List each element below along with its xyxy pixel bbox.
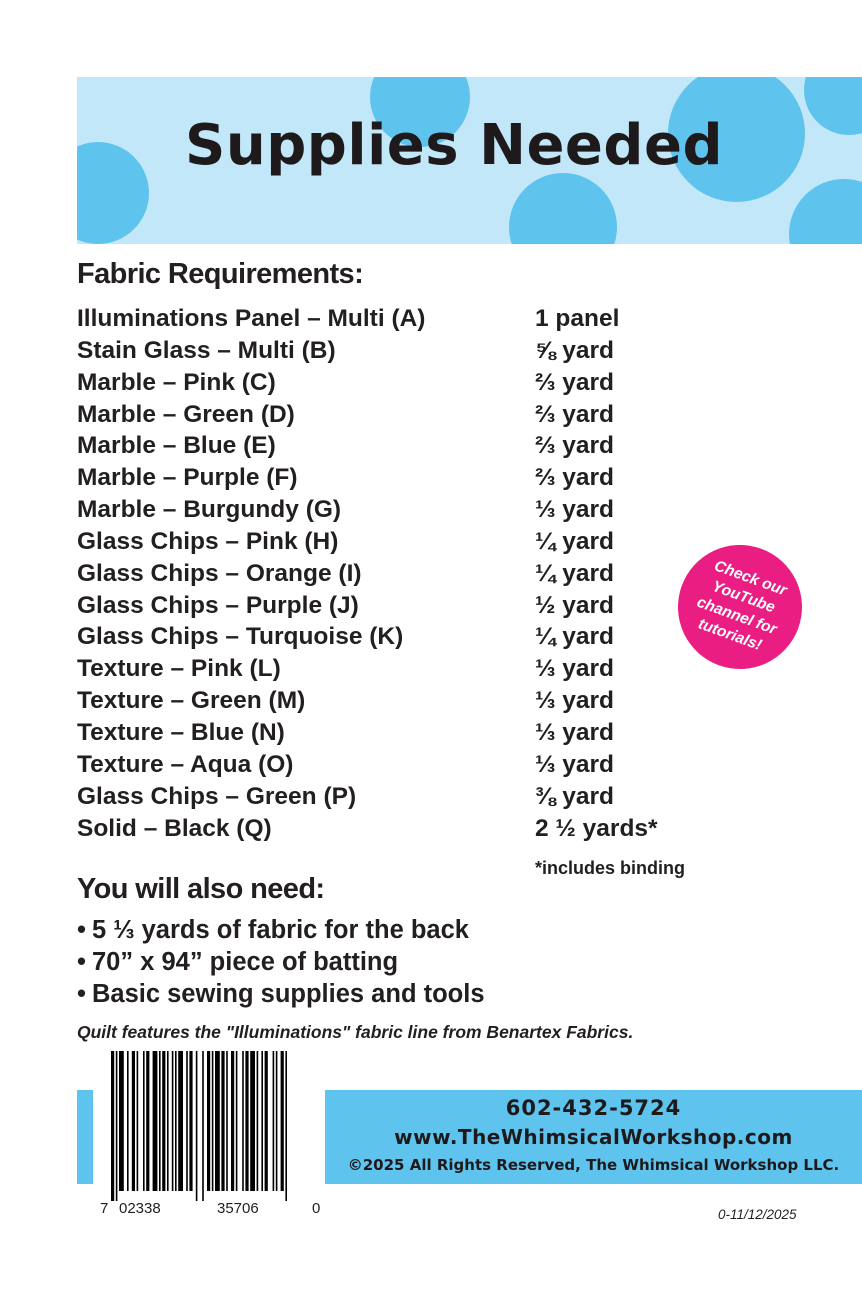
fabric-name: Texture – Pink (L): [77, 655, 281, 683]
barcode-bar: [189, 1051, 192, 1191]
barcode-bar: [167, 1051, 169, 1191]
fabric-name: Solid – Black (Q): [77, 814, 272, 842]
barcode-digit: 7: [100, 1200, 109, 1217]
fabric-amount: ⅓ yard: [535, 496, 614, 524]
barcode-bar: [137, 1051, 139, 1191]
footer-accent-bar: [77, 1090, 93, 1184]
also-need-list: [77, 914, 485, 1010]
footer-contact-bar: [325, 1090, 862, 1184]
barcode-bar: [132, 1051, 135, 1191]
fabric-amount: ¼ yard: [535, 623, 614, 651]
fabric-name: Texture – Aqua (O): [77, 750, 294, 778]
barcode-bar: [226, 1051, 228, 1191]
barcode-bar: [215, 1051, 220, 1191]
badge-text: Check our YouTube channel for tutorials!: [694, 557, 789, 655]
banner-dot: [789, 179, 862, 244]
fabric-name: Texture – Blue (N): [77, 718, 285, 746]
barcode-bar: [202, 1051, 204, 1201]
barcode-bar: [175, 1051, 177, 1191]
fabric-amount: ⅓ yard: [535, 750, 614, 778]
fabric-amount: ¼ yard: [535, 527, 614, 555]
barcode-bar: [127, 1051, 129, 1191]
phone-number: 602-432-5724: [505, 1096, 682, 1120]
fabric-amount: ⅓ yard: [535, 655, 614, 683]
barcode-bar: [257, 1051, 259, 1191]
website-url: www.TheWhimsicalWorkshop.com: [394, 1125, 793, 1149]
bullet-icon: •: [77, 916, 86, 944]
fabric-name: Glass Chips – Orange (I): [77, 559, 362, 587]
fabric-name: Illuminations Panel – Multi (A): [77, 305, 426, 332]
barcode-bar: [250, 1051, 255, 1191]
barcode-bar: [143, 1051, 145, 1191]
barcode-bar: [242, 1051, 244, 1191]
fabric-name: Glass Chips – Purple (J): [77, 591, 359, 619]
barcode: [93, 1051, 325, 1221]
fabric-name: Marble – Green (D): [77, 400, 295, 428]
barcode-bar: [276, 1051, 278, 1191]
barcode-bar: [153, 1051, 158, 1191]
also-need-text: 5 ⅓ yards of fabric for the back: [92, 916, 469, 944]
barcode-bar: [186, 1051, 188, 1191]
fabric-amount: ⅔ yard: [535, 432, 614, 460]
barcode-bars: [93, 1051, 325, 1201]
barcode-bar: [265, 1051, 268, 1191]
fabric-name: Marble – Burgundy (G): [77, 496, 342, 524]
barcode-bar: [116, 1051, 118, 1201]
banner-dot: [509, 173, 617, 244]
fabric-amount: ⅓ yard: [535, 718, 614, 746]
binding-note: *includes binding: [535, 858, 686, 878]
barcode-bar: [221, 1051, 224, 1191]
also-need-item: [77, 914, 485, 946]
bullet-icon: •: [77, 980, 86, 1008]
fabric-amount: ⅝ yard: [535, 336, 614, 364]
barcode-digit: 35706: [217, 1200, 259, 1217]
barcode-bar: [196, 1051, 198, 1201]
barcode-bar: [285, 1051, 287, 1201]
also-need-item: [77, 946, 485, 978]
fabric-amount: ½ yard: [535, 591, 614, 619]
fabric-name: Marble – Purple (F): [77, 464, 298, 492]
fabric-amount: 2 ½ yards*: [535, 814, 658, 842]
barcode-bar: [245, 1051, 248, 1191]
barcode-bar: [111, 1051, 114, 1201]
barcode-bar: [178, 1051, 183, 1191]
barcode-bar: [172, 1051, 174, 1191]
document-code: 0-11/12/2025: [718, 1207, 797, 1222]
page-title: Supplies Needed: [185, 113, 724, 178]
barcode-bar: [212, 1051, 214, 1191]
barcode-bar: [162, 1051, 165, 1191]
barcode-bar: [119, 1051, 124, 1191]
also-need-text: Basic sewing supplies and tools: [92, 980, 485, 1008]
barcode-bar: [159, 1051, 161, 1191]
fabric-name: Glass Chips – Pink (H): [77, 527, 339, 555]
barcode-bar: [281, 1051, 284, 1191]
fabric-line-credit: Quilt features the "Illuminations" fabric line from Benartex Fabrics.: [77, 1022, 634, 1042]
fabric-amount: ⅜ yard: [535, 782, 614, 810]
fabric-amount: ⅔ yard: [535, 400, 614, 428]
header-banner: [77, 77, 862, 244]
fabric-name: Texture – Green (M): [77, 687, 306, 715]
barcode-bar: [236, 1051, 238, 1191]
barcode-bar: [207, 1051, 210, 1191]
copyright-notice: ©2025 All Rights Reserved, The Whimsical Workshop LLC.: [347, 1156, 840, 1174]
barcode-bar: [231, 1051, 234, 1191]
barcode-digit: 02338: [119, 1200, 161, 1217]
fabric-amount: 1 panel: [535, 305, 620, 332]
fabric-name: Glass Chips – Green (P): [77, 782, 357, 810]
fabric-amount: ⅓ yard: [535, 687, 614, 715]
youtube-badge: [661, 528, 820, 687]
fabric-name: Marble – Pink (C): [77, 368, 276, 396]
barcode-bar: [261, 1051, 263, 1191]
fabric-name: Stain Glass – Multi (B): [77, 336, 336, 364]
also-need-text: 70” x 94” piece of batting: [92, 948, 399, 976]
banner-dot: [804, 77, 862, 135]
fabric-amount: ⅔ yard: [535, 464, 614, 492]
fabric-amount: ¼ yard: [535, 559, 614, 587]
banner-dot: [77, 142, 149, 244]
barcode-digit: 0: [312, 1200, 321, 1217]
fabric-requirements-heading: Fabric Requirements:: [77, 258, 364, 290]
also-need-heading: You will also need:: [77, 873, 325, 905]
fabric-name: Glass Chips – Turquoise (K): [77, 623, 404, 651]
fabric-name: Marble – Blue (E): [77, 432, 276, 460]
barcode-bar: [146, 1051, 149, 1191]
also-need-item: [77, 978, 485, 1010]
fabric-amount: ⅔ yard: [535, 368, 614, 396]
barcode-bar: [273, 1051, 275, 1191]
bullet-icon: •: [77, 948, 86, 976]
